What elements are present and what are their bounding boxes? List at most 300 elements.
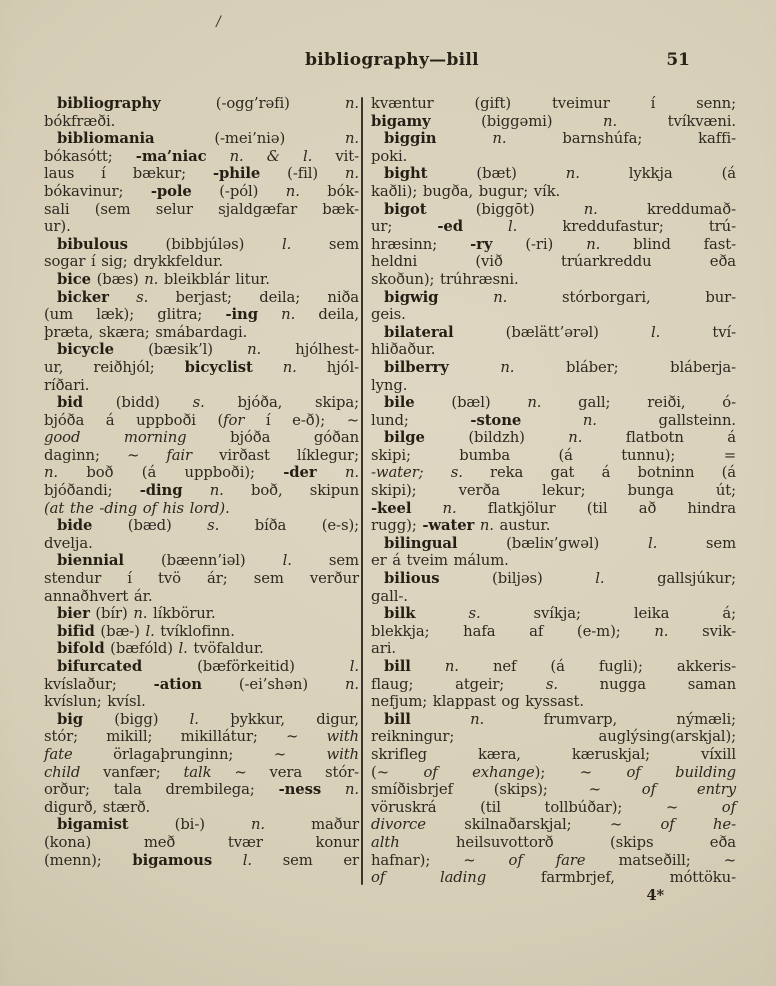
signature-mark: 4* xyxy=(646,886,664,904)
body-text: maður xyxy=(265,816,359,834)
italic-text: s. xyxy=(207,517,220,535)
dictionary-line xyxy=(44,113,359,131)
body-text: þræta, skæra; smábardagi. xyxy=(44,323,248,341)
italic-text: of lading xyxy=(371,869,487,887)
body-text: farmbrjef, móttöku- xyxy=(486,869,737,887)
headword-text: bigamist xyxy=(57,816,129,834)
body-text: (-mei’niə) xyxy=(154,130,345,148)
italic-text: n. xyxy=(44,464,59,482)
headword-text: -stone xyxy=(470,411,522,429)
dictionary-line xyxy=(371,816,736,834)
dictionary-line xyxy=(44,377,359,395)
body-text: (biggōt) xyxy=(426,200,584,218)
dictionary-line xyxy=(371,482,736,500)
body-text: vöruskrá (til tollbúðar); xyxy=(371,798,666,816)
dictionary-line xyxy=(371,658,736,676)
body-text: (bælätt’ərəl) xyxy=(453,323,651,341)
dictionary-line xyxy=(44,130,359,148)
italic-text: n. xyxy=(442,499,457,517)
italic-text: s. xyxy=(450,464,463,482)
body-text xyxy=(109,289,136,306)
headword-text: bid xyxy=(57,394,84,412)
headword-text: bifold xyxy=(57,640,105,658)
body-text: (biljəs) xyxy=(439,570,596,588)
body-text: reka gat á botninn (á xyxy=(462,464,736,482)
body-text: sali (sem selur sjaldgæfar bæk- xyxy=(44,200,359,218)
body-text: heldni (við trúarkreddu eða xyxy=(371,253,736,271)
body-text: vit- xyxy=(312,147,359,165)
body-text: (bæl) xyxy=(414,394,528,412)
headword-text: bilk xyxy=(384,605,416,623)
body-text: bleikblár litur. xyxy=(158,270,270,288)
body-text xyxy=(317,464,345,481)
dictionary-line xyxy=(371,517,736,535)
dictionary-line xyxy=(371,447,736,465)
dictionary-line xyxy=(371,341,736,359)
italic-text: n. xyxy=(247,341,262,359)
body-text: (-fil) xyxy=(260,165,345,183)
headword-text: bilious xyxy=(384,570,440,588)
body-text: skipi); verða lekur; bunga út; xyxy=(371,482,736,500)
italic-text: l. xyxy=(242,851,252,869)
column-divider-rule xyxy=(361,97,363,885)
body-text: (bæ-) xyxy=(94,622,146,640)
body-text: tví- xyxy=(660,323,736,341)
italic-text: n. xyxy=(527,394,542,412)
headword-text: -ation xyxy=(153,675,202,693)
body-text xyxy=(411,500,442,517)
italic-text: n. xyxy=(344,95,359,112)
headword-text: bigot xyxy=(384,200,427,218)
dictionary-line xyxy=(44,271,359,289)
body-text: geis. xyxy=(371,306,406,324)
body-text: (bír) xyxy=(89,605,134,623)
italic-text: divorce xyxy=(371,816,426,834)
italic-text: l. xyxy=(145,622,155,640)
italic-text: l. xyxy=(647,534,658,552)
dictionary-line xyxy=(44,676,359,694)
body-text: kaðli); bugða, bugur; vík. xyxy=(371,182,561,200)
italic-text: n. & l. xyxy=(229,147,313,165)
dictionary-line xyxy=(371,834,736,852)
body-text: rugg); xyxy=(371,517,423,535)
dictionary-line xyxy=(44,236,359,254)
italic-text: n. xyxy=(133,605,148,623)
headword-text: bilateral xyxy=(384,323,454,341)
dictionary-line xyxy=(44,711,359,729)
body-text xyxy=(521,412,583,429)
italic-text: n. xyxy=(344,675,360,693)
headword-text: -ma’niac xyxy=(135,147,207,165)
body-text: kvæntur (gift) tveimur í senn; xyxy=(371,95,736,112)
headword-text: bight xyxy=(384,165,428,183)
italic-text: l. xyxy=(189,710,199,728)
headword-text: bifid xyxy=(57,622,95,640)
body-text: dvelja. xyxy=(44,534,93,552)
body-text: ur). xyxy=(44,218,71,236)
headword-text: bill xyxy=(384,710,411,728)
headword-text: bicyclist xyxy=(184,358,253,376)
headword-text: bide xyxy=(57,517,93,535)
body-text: virðast líklegur; xyxy=(192,446,360,464)
body-text: hræsinn; xyxy=(371,235,471,253)
body-text: bjóða góðan xyxy=(186,429,359,447)
body-text: orður; tala drembilega; xyxy=(44,781,279,799)
dictionary-line xyxy=(44,623,359,641)
italic-text: ~ of building xyxy=(579,763,736,781)
dictionary-line xyxy=(44,359,359,377)
dictionary-line xyxy=(371,570,736,588)
dictionary-line xyxy=(371,306,736,324)
dictionary-line xyxy=(44,517,359,535)
headword-text: bilberry xyxy=(384,358,449,376)
italic-text: for xyxy=(223,411,245,429)
body-text: gall-. xyxy=(371,587,408,605)
dictionary-line xyxy=(371,271,736,289)
italic-text: ~ of fare xyxy=(463,851,586,869)
body-text: (bi-) xyxy=(128,816,251,834)
column-left xyxy=(44,95,359,869)
italic-text: (at the -ding of his lord). xyxy=(44,499,230,517)
italic-text: n. xyxy=(470,710,485,728)
body-text: (kona) með tvær konur xyxy=(44,833,359,851)
body-text: lund; xyxy=(371,411,471,429)
body-text: (bæliɴ’gwəl) xyxy=(457,534,648,552)
headword-text: -ding xyxy=(139,482,183,500)
dictionary-line xyxy=(371,781,736,799)
dictionary-line xyxy=(371,869,736,887)
dictionary-line xyxy=(371,377,736,395)
body-text: hliðaður. xyxy=(371,341,436,359)
dictionary-line xyxy=(371,183,736,201)
body-text: bjóða á uppboði ( xyxy=(44,411,224,429)
dictionary-line xyxy=(371,799,736,817)
body-text: bjóða, skipa; xyxy=(204,394,359,412)
body-text: boð, skipun xyxy=(223,482,360,500)
dictionary-line xyxy=(44,148,359,166)
body-text: frumvarp, nýmæli; xyxy=(484,710,736,728)
headword-text: bibliomania xyxy=(57,130,155,148)
body-text: (-ri) xyxy=(492,235,587,253)
dictionary-line xyxy=(371,605,736,623)
dictionary-line xyxy=(371,693,736,711)
dictionary-line xyxy=(44,95,359,113)
dictionary-line xyxy=(371,236,736,254)
dictionary-line xyxy=(371,394,736,412)
body-text: vera stór- xyxy=(246,763,359,781)
body-text: bjóðandi; xyxy=(44,482,140,500)
page-number: 51 xyxy=(666,50,690,70)
italic-text: n. xyxy=(444,658,459,675)
dictionary-line xyxy=(371,464,736,482)
headword-text: bigamous xyxy=(132,851,213,869)
body-text: bókavinur; xyxy=(44,182,151,200)
dictionary-line xyxy=(371,359,736,377)
dictionary-line xyxy=(371,711,736,729)
italic-text: n. xyxy=(603,112,618,130)
body-text: ur, reiðhjól; xyxy=(44,358,185,376)
body-text: reikningur; auglýsing(arskjal); xyxy=(371,728,736,746)
italic-text: n. xyxy=(250,816,266,834)
italic-text: n. xyxy=(344,130,359,148)
stray-ink-mark: / xyxy=(214,11,223,31)
dictionary-line xyxy=(44,764,359,782)
body-text: berjast; deila; niða xyxy=(148,288,359,306)
body-text: flatbotn á xyxy=(582,429,736,447)
body-text: í e-ð); xyxy=(244,411,347,429)
body-text xyxy=(436,130,492,147)
body-text xyxy=(253,359,283,376)
italic-text: n. xyxy=(209,482,224,500)
headword-text: -ed xyxy=(437,218,463,236)
body-text: skipi; bumba (á tunnu); = xyxy=(371,446,736,464)
body-text: daginn; xyxy=(44,446,127,464)
body-text: (bæenn’iəl) xyxy=(123,552,283,570)
body-text: gallsjúkur; xyxy=(604,570,737,588)
body-text: (-ei’shən) xyxy=(201,675,345,693)
headword-text: bifurcated xyxy=(57,658,143,675)
italic-text: n. xyxy=(500,358,515,376)
dictionary-line xyxy=(44,324,359,342)
body-text: (bæförkeitid) xyxy=(142,658,350,675)
body-text: flaug; atgeir; xyxy=(371,675,546,693)
headword-text: bigwig xyxy=(384,288,439,306)
body-text: barnshúfa; kaffi- xyxy=(506,130,736,148)
dictionary-line xyxy=(44,552,359,570)
dictionary-line xyxy=(44,429,359,447)
dictionary-line xyxy=(44,341,359,359)
dictionary-line xyxy=(44,464,359,482)
body-text: (bildzh) xyxy=(424,429,569,447)
dictionary-line xyxy=(44,746,359,764)
body-text: (bæfóld) xyxy=(104,640,179,658)
body-text: (bæs) xyxy=(91,270,145,288)
body-text: nefjum; klappast og kyssast. xyxy=(371,693,584,711)
body-text xyxy=(463,218,508,235)
headword-text: bice xyxy=(57,270,91,288)
body-text xyxy=(411,711,470,728)
dictionary-line xyxy=(44,535,359,553)
dictionary-line xyxy=(371,95,736,113)
dictionary-line xyxy=(371,289,736,307)
italic-text: good morning xyxy=(44,429,187,447)
dictionary-line xyxy=(371,113,736,131)
dictionary-line xyxy=(371,429,736,447)
dictionary-line xyxy=(44,447,359,465)
body-text: tvöfaldur. xyxy=(187,640,264,658)
body-text: vanfær; xyxy=(80,763,184,781)
dictionary-line xyxy=(371,324,736,342)
body-text: hjól- xyxy=(296,358,359,376)
dictionary-line xyxy=(371,253,736,271)
italic-text: n. xyxy=(344,781,359,799)
body-text: ); xyxy=(534,763,580,781)
italic-text: ~ xyxy=(346,411,359,429)
dictionary-line xyxy=(371,640,736,658)
body-text: (bidd) xyxy=(83,394,193,412)
dictionary-line xyxy=(44,834,359,852)
italic-text: ~ of xyxy=(665,798,736,816)
italic-text: l. xyxy=(595,570,605,588)
body-text: deila, xyxy=(295,306,359,324)
body-text xyxy=(438,289,493,306)
body-text: (bæt) xyxy=(427,165,566,183)
body-text: (bigg) xyxy=(83,710,190,728)
dictionary-line xyxy=(44,693,359,711)
italic-text: n. xyxy=(479,517,494,535)
dictionary-line xyxy=(44,781,359,799)
body-text: er á tveim málum. xyxy=(371,552,509,570)
italic-text: n. xyxy=(586,235,601,253)
dictionary-line xyxy=(44,394,359,412)
body-text: gall; reiði, ó- xyxy=(541,394,736,412)
body-text: lyng. xyxy=(371,376,408,394)
italic-text: n. xyxy=(282,358,297,376)
body-text: sem xyxy=(291,235,359,253)
dictionary-line xyxy=(371,588,736,606)
body-text: stórborgari, bur- xyxy=(507,288,736,306)
body-text: annaðhvert ár. xyxy=(44,587,153,605)
body-text xyxy=(424,464,451,481)
body-text: þykkur, digur, xyxy=(198,710,359,728)
body-text: (biggəmi) xyxy=(430,112,604,130)
dictionary-line xyxy=(44,306,359,324)
body-text: bók- xyxy=(299,182,359,200)
body-text: kvíslun; kvísl. xyxy=(44,693,146,711)
dictionary-line xyxy=(371,552,736,570)
body-text: tvíkvæni. xyxy=(617,112,736,130)
body-text: (-pól) xyxy=(191,182,286,200)
body-text: laus í bækur; xyxy=(44,165,213,183)
headword-text: bilingual xyxy=(384,534,458,552)
headword-text: -keel xyxy=(371,499,412,517)
italic-text: ~ fair xyxy=(126,446,193,464)
dictionary-line xyxy=(371,165,736,183)
italic-text: l. xyxy=(282,235,292,253)
body-text: digurð, stærð. xyxy=(44,798,151,816)
body-text: ari. xyxy=(371,640,396,658)
dictionary-line xyxy=(44,201,359,219)
running-head: bibliography—bill xyxy=(305,50,479,70)
italic-text: ~ with xyxy=(273,745,359,763)
italic-text: n. xyxy=(582,411,597,429)
dictionary-line xyxy=(371,746,736,764)
body-text: boð (á uppboði); xyxy=(58,464,284,482)
body-text: sogar í sig; drykkfeldur. xyxy=(44,253,223,271)
dictionary-line xyxy=(44,728,359,746)
headword-text: biggin xyxy=(384,130,437,148)
italic-text: s. xyxy=(136,288,149,306)
italic-text: l. xyxy=(650,323,661,341)
body-text: bókfræði. xyxy=(44,112,116,130)
headword-text: bicker xyxy=(57,288,109,306)
dictionary-line xyxy=(371,148,736,166)
headword-text: -ry xyxy=(470,235,493,253)
body-text: kvíslaður; xyxy=(44,675,154,693)
body-text: sem er xyxy=(251,851,359,869)
body-text: kreddumað- xyxy=(597,200,736,218)
body-text xyxy=(207,148,230,165)
body-text: sem xyxy=(657,534,736,552)
body-text: (um læk); glitra; xyxy=(44,306,226,324)
headword-text: bilge xyxy=(384,429,425,447)
italic-text: -water; xyxy=(371,464,424,482)
dictionary-line xyxy=(371,535,736,553)
body-text: (-ogg’rəfi) xyxy=(160,95,345,112)
dictionary-line xyxy=(371,201,736,219)
body-text: ríðari. xyxy=(44,376,90,394)
dictionary-line xyxy=(44,852,359,870)
dictionary-line xyxy=(44,500,359,518)
headword-text: bile xyxy=(384,394,415,412)
italic-text: s. xyxy=(192,394,205,412)
body-text: skilnaðarskjal; xyxy=(425,816,610,834)
italic-text: n. xyxy=(144,270,159,288)
body-text: ur; xyxy=(371,218,438,236)
italic-text: l. xyxy=(349,658,359,675)
dictionary-line xyxy=(44,658,359,676)
body-text: skoðun); trúhræsni. xyxy=(371,270,519,288)
dictionary-line xyxy=(371,130,736,148)
dictionary-line xyxy=(371,412,736,430)
body-text: tvíklofinn. xyxy=(154,622,235,640)
body-text: bláber; bláberja- xyxy=(514,358,736,376)
italic-text: child xyxy=(44,763,81,781)
dictionary-line xyxy=(44,640,359,658)
italic-text: s. xyxy=(545,675,558,693)
body-text: (bæd) xyxy=(92,517,208,535)
italic-text: talk ~ xyxy=(183,763,247,781)
dictionary-line xyxy=(44,799,359,817)
body-text: bókasótt; xyxy=(44,147,136,165)
italic-text: ~ of he- xyxy=(609,816,736,834)
headword-text: big xyxy=(57,710,84,728)
dictionary-line xyxy=(44,605,359,623)
dictionary-line xyxy=(371,852,736,870)
body-text: gallsteinn. xyxy=(596,411,737,429)
body-text: blind fast- xyxy=(600,235,737,253)
body-text: (bibbjúləs) xyxy=(127,235,282,253)
headword-text: bicycle xyxy=(57,341,114,359)
italic-text: n. xyxy=(654,622,669,640)
body-text: skrifleg kæra, kæruskjal; víxill xyxy=(371,745,736,763)
italic-text: fate xyxy=(44,745,73,763)
headword-text: bigamy xyxy=(371,112,431,130)
dictionary-line xyxy=(371,676,736,694)
headword-text: biennial xyxy=(57,552,124,570)
italic-text: l. xyxy=(282,552,292,570)
body-text: kreddufastur; trú- xyxy=(517,218,736,236)
body-text xyxy=(258,306,281,323)
italic-text: n. xyxy=(568,429,583,447)
dictionary-line xyxy=(44,218,359,236)
body-text: sem xyxy=(291,552,359,570)
italic-text: ~ with xyxy=(286,728,359,746)
dictionary-line xyxy=(44,289,359,307)
dictionary-line xyxy=(371,218,736,236)
italic-text: alth xyxy=(371,833,400,851)
headword-text: bill xyxy=(384,658,411,675)
body-text: flatkjölur (til að hindra xyxy=(456,499,736,517)
italic-text: n. xyxy=(344,165,359,183)
headword-text: -der xyxy=(283,464,317,482)
dictionary-line xyxy=(44,570,359,588)
body-text: heilsuvottorð (skips eða xyxy=(399,833,736,851)
body-text: nef (á fugli); akkeris- xyxy=(458,658,737,675)
headword-text: -ing xyxy=(225,306,258,324)
dictionary-line xyxy=(44,165,359,183)
body-text: ( xyxy=(371,763,377,781)
